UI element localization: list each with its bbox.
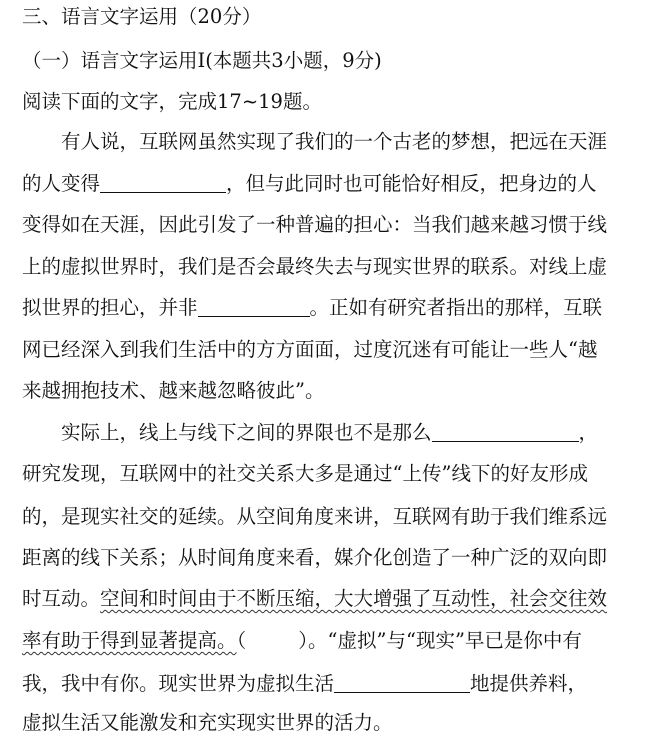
- text: ，: [578, 421, 599, 444]
- answer-bracket-open: （: [236, 629, 247, 652]
- text: 的人变得: [22, 172, 101, 195]
- paragraph-1-line-7: 来越拥抱技术、越来越忽略彼此”。: [22, 379, 325, 402]
- fill-blank-1[interactable]: [100, 174, 226, 193]
- text: 地提供养料，: [470, 672, 588, 695]
- text: 。“虚拟”与“现实”早已是你中有: [308, 629, 582, 652]
- text: 时互动。: [22, 587, 101, 610]
- section-title: 三、语言文字运用（20分）: [22, 5, 262, 28]
- paragraph-1-line-4: 上的虚拟世界时，我们是否会最终失去与现实世界的联系。对线上虚: [22, 255, 608, 278]
- fill-blank-3[interactable]: [432, 423, 579, 442]
- wavy-underlined-sentence: 空间和时间由于不断压缩，大大增强了互动性，社会交往效: [100, 587, 608, 610]
- text: 。正如有研究者指出的那样，互联: [309, 296, 603, 319]
- text: 实际上，线上与线下之间的界限也不是那么: [61, 421, 432, 444]
- instruction: 阅读下面的文字，完成17~19题。: [22, 90, 322, 113]
- wavy-underlined-sentence-end: 率有助于得到显著提高。: [22, 629, 237, 652]
- paragraph-1-line-1: 有人说，互联网虽然实现了我们的一个古老的梦想，把远在天涯: [61, 130, 608, 153]
- paragraph-1-line-2: [22, 172, 597, 196]
- paragraph-2-line-3: 的，是现实社交的延续。从空间角度来讲，互联网有助于我们维系远: [22, 505, 608, 528]
- answer-bracket-close: ）: [298, 629, 309, 652]
- text: 拟世界的担心，并非: [22, 296, 198, 319]
- text: ，但与此同时也可能恰好相反，把身边的人: [226, 172, 597, 195]
- subsection-title: （一）语言文字运用Ⅰ(本题共3小题，9分): [22, 49, 382, 72]
- fill-blank-2[interactable]: [198, 298, 310, 317]
- paragraph-2-line-2: 研究发现，互联网中的社交关系大多是通过“上传”线下的好友形成: [22, 462, 588, 485]
- paragraph-1-line-3: 变得如在天涯，因此引发了一种普遍的担心：当我们越来越习惯于线: [22, 213, 608, 236]
- paragraph-2-line-6: [22, 629, 582, 653]
- paragraph-2-line-5: [22, 587, 607, 611]
- fill-blank-4[interactable]: [334, 674, 470, 693]
- paragraph-1-line-6: 网已经深入到我们生活中的方方面面，过度沉迷有可能让一些人“越: [22, 338, 598, 361]
- paragraph-2-line-1: [61, 421, 598, 445]
- paragraph-1-line-5: [22, 296, 602, 320]
- text: 我，我中有你。现实世界为虚拟生活: [22, 672, 335, 695]
- paragraph-2-line-4: 距离的线下关系；从时间角度来看，媒介化创造了一种广泛的双向即: [22, 546, 608, 569]
- paragraph-2-line-7: [22, 672, 587, 696]
- paragraph-2-line-8: 虚拟生活又能激发和充实现实世界的活力。: [22, 711, 393, 734]
